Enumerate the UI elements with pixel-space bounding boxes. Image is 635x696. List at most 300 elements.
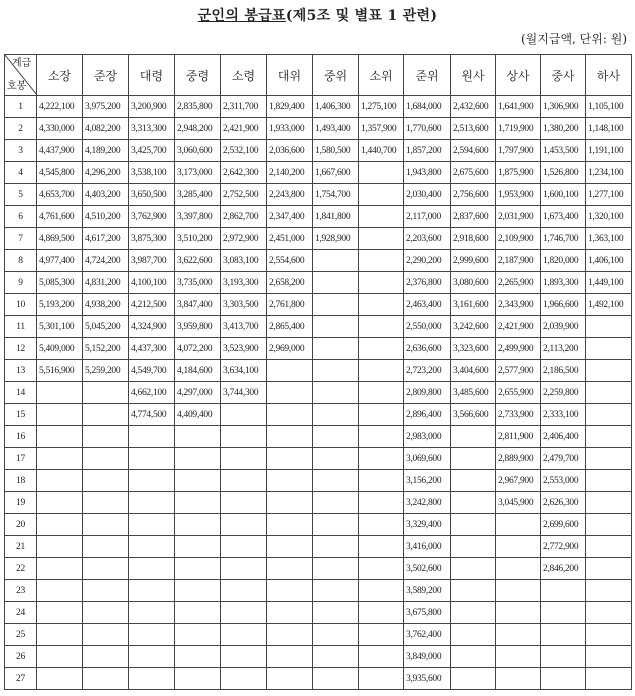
- salary-cell: 1,406,300: [313, 96, 359, 118]
- salary-cell: 3,935,600: [404, 668, 451, 690]
- salary-cell: [267, 514, 313, 536]
- corner-rank-label: 계급: [12, 58, 32, 69]
- table-row: [5, 448, 632, 470]
- salary-cell: 1,580,500: [313, 140, 359, 162]
- salary-cell: 2,036,600: [267, 140, 313, 162]
- table-row: [5, 272, 632, 294]
- salary-cell: 2,865,400: [267, 316, 313, 338]
- table-row: [5, 294, 632, 316]
- salary-cell: 2,837,600: [451, 206, 496, 228]
- salary-cell: 3,161,600: [451, 294, 496, 316]
- salary-cell: 3,397,800: [175, 206, 221, 228]
- salary-cell: [83, 602, 129, 624]
- salary-cell: 1,105,100: [586, 96, 632, 118]
- salary-cell: [37, 558, 83, 580]
- salary-cell: 3,762,900: [129, 206, 175, 228]
- salary-cell: 1,148,100: [586, 118, 632, 140]
- table-row: [5, 184, 632, 206]
- salary-cell: 5,301,100: [37, 316, 83, 338]
- salary-cell: [83, 646, 129, 668]
- column-header: 대위: [267, 55, 313, 96]
- salary-cell: [359, 184, 404, 206]
- salary-cell: [313, 668, 359, 690]
- table-row: [5, 668, 632, 690]
- salary-cell: [83, 514, 129, 536]
- step-number-cell: 9: [5, 272, 37, 294]
- salary-cell: 3,329,400: [404, 514, 451, 536]
- salary-cell: [451, 558, 496, 580]
- salary-cell: 4,662,100: [129, 382, 175, 404]
- table-row: [5, 624, 632, 646]
- salary-cell: 2,140,200: [267, 162, 313, 184]
- title-main: 군인의 봉급표: [197, 8, 286, 24]
- salary-cell: [37, 514, 83, 536]
- salary-cell: [313, 492, 359, 514]
- salary-cell: [541, 624, 586, 646]
- table-row: [5, 206, 632, 228]
- table-row: [5, 580, 632, 602]
- salary-cell: 1,746,700: [541, 228, 586, 250]
- column-header: 대령: [129, 55, 175, 96]
- salary-cell: 3,193,300: [221, 272, 267, 294]
- salary-cell: [267, 580, 313, 602]
- salary-cell: 2,343,900: [496, 294, 541, 316]
- salary-cell: [83, 492, 129, 514]
- salary-cell: [313, 360, 359, 382]
- salary-cell: 1,641,900: [496, 96, 541, 118]
- step-number-cell: 17: [5, 448, 37, 470]
- salary-cell: [175, 448, 221, 470]
- salary-cell: 1,493,400: [313, 118, 359, 140]
- salary-cell: 3,849,000: [404, 646, 451, 668]
- salary-cell: [359, 360, 404, 382]
- salary-cell: 2,655,900: [496, 382, 541, 404]
- salary-cell: [267, 360, 313, 382]
- salary-cell: [129, 448, 175, 470]
- salary-cell: [359, 470, 404, 492]
- salary-cell: [586, 602, 632, 624]
- salary-cell: [496, 558, 541, 580]
- salary-cell: [129, 492, 175, 514]
- step-number-cell: 14: [5, 382, 37, 404]
- salary-cell: 2,948,200: [175, 118, 221, 140]
- step-number-cell: 26: [5, 646, 37, 668]
- salary-cell: [586, 536, 632, 558]
- salary-cell: 1,754,700: [313, 184, 359, 206]
- salary-cell: 4,831,200: [83, 272, 129, 294]
- salary-cell: [221, 602, 267, 624]
- salary-cell: [83, 580, 129, 602]
- salary-cell: 2,406,400: [541, 426, 586, 448]
- salary-cell: [175, 536, 221, 558]
- salary-cell: [586, 448, 632, 470]
- salary-cell: 1,526,800: [541, 162, 586, 184]
- column-header: 중령: [175, 55, 221, 96]
- column-header: 상사: [496, 55, 541, 96]
- salary-cell: [359, 338, 404, 360]
- salary-cell: [496, 514, 541, 536]
- salary-cell: [313, 250, 359, 272]
- salary-cell: [221, 646, 267, 668]
- salary-cell: [496, 668, 541, 690]
- salary-cell: 4,761,600: [37, 206, 83, 228]
- step-number-cell: 12: [5, 338, 37, 360]
- step-number-cell: 27: [5, 668, 37, 690]
- salary-cell: 2,259,800: [541, 382, 586, 404]
- salary-cell: 2,550,000: [404, 316, 451, 338]
- salary-cell: 2,421,900: [496, 316, 541, 338]
- salary-cell: [37, 536, 83, 558]
- salary-cell: 1,667,600: [313, 162, 359, 184]
- salary-cell: [359, 250, 404, 272]
- salary-cell: [37, 580, 83, 602]
- salary-cell: [175, 668, 221, 690]
- salary-cell: 2,243,800: [267, 184, 313, 206]
- salary-cell: 2,432,600: [451, 96, 496, 118]
- salary-cell: [313, 316, 359, 338]
- table-row: [5, 602, 632, 624]
- salary-cell: 2,658,200: [267, 272, 313, 294]
- table-row: [5, 514, 632, 536]
- salary-cell: 1,306,900: [541, 96, 586, 118]
- salary-cell: 1,492,100: [586, 294, 632, 316]
- salary-cell: [496, 580, 541, 602]
- step-number-cell: 15: [5, 404, 37, 426]
- salary-cell: 2,999,600: [451, 250, 496, 272]
- salary-cell: 3,650,500: [129, 184, 175, 206]
- salary-cell: 4,617,200: [83, 228, 129, 250]
- salary-cell: [496, 602, 541, 624]
- salary-cell: 4,212,500: [129, 294, 175, 316]
- salary-cell: 2,699,600: [541, 514, 586, 536]
- salary-cell: [313, 470, 359, 492]
- salary-cell: [359, 448, 404, 470]
- salary-cell: 4,222,100: [37, 96, 83, 118]
- salary-cell: 3,242,600: [451, 316, 496, 338]
- salary-cell: 2,186,500: [541, 360, 586, 382]
- salary-cell: [451, 602, 496, 624]
- step-number-cell: 24: [5, 602, 37, 624]
- salary-cell: [451, 668, 496, 690]
- salary-cell: [83, 536, 129, 558]
- title-suffix: (제5조 및 별표 1 관련): [285, 8, 438, 24]
- salary-cell: 5,152,200: [83, 338, 129, 360]
- salary-cell: [221, 536, 267, 558]
- salary-cell: 3,987,700: [129, 250, 175, 272]
- salary-cell: 1,320,100: [586, 206, 632, 228]
- salary-cell: 2,117,000: [404, 206, 451, 228]
- table-body: [5, 96, 632, 690]
- salary-cell: [129, 668, 175, 690]
- salary-cell: 2,675,600: [451, 162, 496, 184]
- salary-cell: [221, 580, 267, 602]
- salary-cell: 4,774,500: [129, 404, 175, 426]
- salary-cell: [221, 404, 267, 426]
- salary-cell: 1,820,000: [541, 250, 586, 272]
- salary-cell: [221, 558, 267, 580]
- corner-cell: [5, 55, 37, 96]
- table-row: [5, 646, 632, 668]
- step-number-cell: 7: [5, 228, 37, 250]
- salary-cell: [37, 624, 83, 646]
- salary-cell: [129, 536, 175, 558]
- salary-cell: 2,636,600: [404, 338, 451, 360]
- step-number-cell: 25: [5, 624, 37, 646]
- salary-cell: [221, 448, 267, 470]
- column-header: 원사: [451, 55, 496, 96]
- salary-cell: 3,744,300: [221, 382, 267, 404]
- salary-cell: 1,797,900: [496, 140, 541, 162]
- salary-cell: 4,977,400: [37, 250, 83, 272]
- step-number-cell: 8: [5, 250, 37, 272]
- step-number-cell: 3: [5, 140, 37, 162]
- salary-cell: [313, 536, 359, 558]
- salary-cell: [129, 580, 175, 602]
- salary-cell: 2,532,100: [221, 140, 267, 162]
- salary-cell: 4,938,200: [83, 294, 129, 316]
- salary-cell: [175, 624, 221, 646]
- salary-cell: 5,045,200: [83, 316, 129, 338]
- salary-cell: [451, 470, 496, 492]
- salary-cell: 2,918,600: [451, 228, 496, 250]
- salary-cell: [586, 514, 632, 536]
- salary-cell: 3,242,800: [404, 492, 451, 514]
- salary-cell: 4,082,200: [83, 118, 129, 140]
- step-number-cell: 11: [5, 316, 37, 338]
- salary-cell: [541, 668, 586, 690]
- salary-cell: 3,523,900: [221, 338, 267, 360]
- salary-cell: 2,577,900: [496, 360, 541, 382]
- salary-cell: 1,275,100: [359, 96, 404, 118]
- header-row: [5, 55, 632, 96]
- salary-cell: [129, 470, 175, 492]
- table-row: [5, 558, 632, 580]
- salary-cell: 5,259,200: [83, 360, 129, 382]
- salary-cell: 2,752,500: [221, 184, 267, 206]
- salary-cell: 1,719,900: [496, 118, 541, 140]
- salary-cell: 1,966,600: [541, 294, 586, 316]
- column-header: 소령: [221, 55, 267, 96]
- salary-cell: 1,449,100: [586, 272, 632, 294]
- salary-cell: 1,440,700: [359, 140, 404, 162]
- salary-cell: 3,502,600: [404, 558, 451, 580]
- salary-cell: [221, 470, 267, 492]
- salary-cell: 2,463,400: [404, 294, 451, 316]
- table-row: [5, 228, 632, 250]
- salary-cell: 4,184,600: [175, 360, 221, 382]
- salary-cell: [451, 426, 496, 448]
- salary-cell: 2,499,900: [496, 338, 541, 360]
- salary-cell: [313, 338, 359, 360]
- salary-cell: 2,642,300: [221, 162, 267, 184]
- salary-cell: [496, 646, 541, 668]
- step-number-cell: 4: [5, 162, 37, 184]
- salary-cell: [129, 514, 175, 536]
- salary-cell: 3,847,400: [175, 294, 221, 316]
- salary-cell: 2,772,900: [541, 536, 586, 558]
- salary-cell: 2,594,600: [451, 140, 496, 162]
- table-row: [5, 162, 632, 184]
- salary-cell: [267, 602, 313, 624]
- column-header: 소장: [37, 55, 83, 96]
- salary-cell: [359, 536, 404, 558]
- column-header: 준위: [404, 55, 451, 96]
- salary-cell: 4,330,000: [37, 118, 83, 140]
- salary-cell: [267, 448, 313, 470]
- salary-cell: [267, 668, 313, 690]
- salary-cell: [313, 272, 359, 294]
- salary-cell: 3,313,300: [129, 118, 175, 140]
- column-header: 하사: [586, 55, 632, 96]
- salary-cell: 1,893,300: [541, 272, 586, 294]
- table-row: [5, 96, 632, 118]
- salary-cell: 2,809,800: [404, 382, 451, 404]
- salary-cell: 1,234,100: [586, 162, 632, 184]
- salary-cell: 2,811,900: [496, 426, 541, 448]
- step-number-cell: 18: [5, 470, 37, 492]
- salary-cell: [175, 646, 221, 668]
- salary-cell: [267, 624, 313, 646]
- salary-cell: 2,265,900: [496, 272, 541, 294]
- column-header: 소위: [359, 55, 404, 96]
- salary-cell: 4,072,200: [175, 338, 221, 360]
- salary-cell: 3,959,800: [175, 316, 221, 338]
- salary-cell: 1,829,400: [267, 96, 313, 118]
- salary-cell: 3,762,400: [404, 624, 451, 646]
- salary-cell: [175, 602, 221, 624]
- salary-cell: 4,437,300: [129, 338, 175, 360]
- salary-cell: [267, 404, 313, 426]
- salary-cell: 4,297,000: [175, 382, 221, 404]
- document-title: [0, 5, 635, 25]
- salary-cell: [221, 514, 267, 536]
- table-row: [5, 316, 632, 338]
- salary-cell: 3,045,900: [496, 492, 541, 514]
- salary-cell: [359, 668, 404, 690]
- salary-cell: 3,200,900: [129, 96, 175, 118]
- table-row: [5, 536, 632, 558]
- salary-cell: 1,933,000: [267, 118, 313, 140]
- salary-cell: 4,189,200: [83, 140, 129, 162]
- table-row: [5, 382, 632, 404]
- salary-cell: [175, 426, 221, 448]
- salary-cell: 3,069,600: [404, 448, 451, 470]
- salary-cell: [37, 404, 83, 426]
- salary-cell: [359, 162, 404, 184]
- salary-cell: 2,626,300: [541, 492, 586, 514]
- salary-cell: [221, 668, 267, 690]
- salary-cell: 2,761,800: [267, 294, 313, 316]
- salary-cell: [359, 206, 404, 228]
- salary-cell: [359, 404, 404, 426]
- salary-cell: 1,363,100: [586, 228, 632, 250]
- salary-cell: 3,060,600: [175, 140, 221, 162]
- salary-cell: [586, 558, 632, 580]
- salary-cell: 2,553,000: [541, 470, 586, 492]
- salary-cell: 1,770,600: [404, 118, 451, 140]
- salary-cell: [221, 624, 267, 646]
- salary-cell: [267, 558, 313, 580]
- salary-cell: [313, 448, 359, 470]
- salary-cell: [359, 316, 404, 338]
- salary-cell: [359, 492, 404, 514]
- salary-cell: 4,403,200: [83, 184, 129, 206]
- salary-cell: [313, 426, 359, 448]
- salary-cell: [313, 558, 359, 580]
- salary-cell: [586, 580, 632, 602]
- step-number-cell: 1: [5, 96, 37, 118]
- table-row: [5, 470, 632, 492]
- salary-cell: 2,756,600: [451, 184, 496, 206]
- salary-cell: 1,684,000: [404, 96, 451, 118]
- salary-cell: [586, 646, 632, 668]
- salary-cell: [37, 492, 83, 514]
- table-row: [5, 250, 632, 272]
- salary-cell: [313, 646, 359, 668]
- salary-cell: [451, 624, 496, 646]
- salary-cell: [83, 382, 129, 404]
- salary-cell: 1,191,100: [586, 140, 632, 162]
- salary-cell: [586, 382, 632, 404]
- salary-cell: [541, 602, 586, 624]
- salary-cell: 2,311,700: [221, 96, 267, 118]
- salary-cell: [359, 272, 404, 294]
- salary-cell: [83, 624, 129, 646]
- salary-cell: 3,485,600: [451, 382, 496, 404]
- salary-cell: [359, 624, 404, 646]
- salary-cell: [129, 558, 175, 580]
- salary-cell: 3,323,600: [451, 338, 496, 360]
- salary-cell: [359, 558, 404, 580]
- salary-cell: 3,975,200: [83, 96, 129, 118]
- salary-cell: [586, 426, 632, 448]
- salary-cell: [175, 558, 221, 580]
- salary-cell: [313, 294, 359, 316]
- salary-cell: [586, 360, 632, 382]
- salary-cell: 2,113,200: [541, 338, 586, 360]
- salary-cell: 4,409,400: [175, 404, 221, 426]
- salary-cell: 3,875,300: [129, 228, 175, 250]
- salary-cell: [313, 382, 359, 404]
- salary-cell: 3,083,100: [221, 250, 267, 272]
- column-header: 중위: [313, 55, 359, 96]
- salary-cell: [586, 470, 632, 492]
- salary-cell: 1,673,400: [541, 206, 586, 228]
- salary-cell: 3,538,100: [129, 162, 175, 184]
- step-number-cell: 2: [5, 118, 37, 140]
- salary-cell: 2,030,400: [404, 184, 451, 206]
- step-number-cell: 23: [5, 580, 37, 602]
- salary-cell: 3,634,100: [221, 360, 267, 382]
- salary-cell: 1,600,100: [541, 184, 586, 206]
- salary-cell: [359, 580, 404, 602]
- salary-cell: 4,437,900: [37, 140, 83, 162]
- salary-cell: [586, 404, 632, 426]
- salary-cell: 3,675,800: [404, 602, 451, 624]
- salary-cell: [451, 646, 496, 668]
- salary-cell: [359, 646, 404, 668]
- salary-cell: 2,203,600: [404, 228, 451, 250]
- salary-cell: 2,967,900: [496, 470, 541, 492]
- table-row: [5, 118, 632, 140]
- salary-cell: [496, 624, 541, 646]
- salary-cell: [221, 492, 267, 514]
- salary-cell: [313, 404, 359, 426]
- salary-cell: [586, 624, 632, 646]
- salary-cell: 2,554,600: [267, 250, 313, 272]
- salary-cell: [37, 602, 83, 624]
- salary-cell: [129, 646, 175, 668]
